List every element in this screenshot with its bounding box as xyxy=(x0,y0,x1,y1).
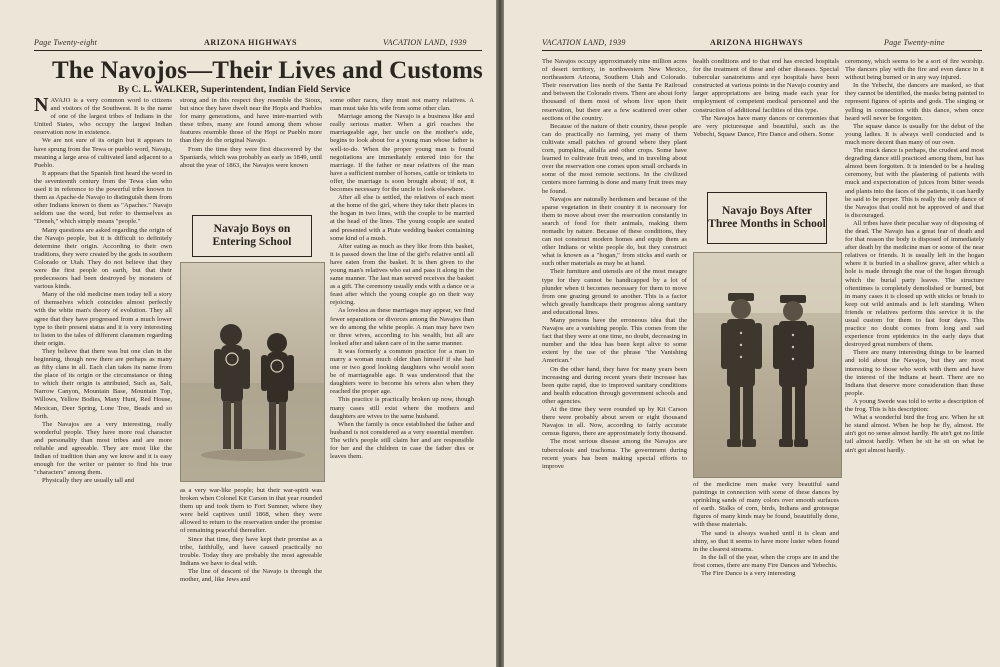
paragraph: After eating as much as they like from this basket, it is passed down the line of the girl's relative until all have eaten from the basket. It is then given to the young man's relatives who eat and pass it along in the same manner. The last man served receives the basket as a gift. The ceremony usually ends with a dance or a feast after which the young couple go on their way rejoicing. xyxy=(330,242,474,307)
paragraph: It appears that the Spanish first heard the word in the seventeenth century from the Tewa clan who used it in reference to the powerful tribe known to them as Apache-de Navajo to distinguish them from other Indians known to them as "Apaches." Navajo seldom use the word, but refer to themselves as "Deneh," which simply means "people." xyxy=(34,169,172,226)
paragraph: In the fall of the year, when the crops are in and the frost comes, there are many Fire Dances and Yebechis. xyxy=(693,553,839,569)
paragraph: In the Yebechi, the dancers are masked, so that they cannot be identified, the masks being painted to represent figures of spirits and gods. The singing or yelling in connection with this dance, when once heard will never be forgotten. xyxy=(845,82,984,122)
paragraph: We are not sure of its origin but it appears to have sprung from the Tewa or pueblo word, Navaju, meaning a large area of cultivated land adjacent to a Pueblo. xyxy=(34,137,172,169)
paragraph: The Fire Dance is a very interesting xyxy=(701,570,796,578)
paragraph: There are many interesting things to be learned and told about the Navajos, but they are most interesting to those who work with them and have the interest of the Indians at heart. There are no Indians that deserve more consideration than these people. xyxy=(845,349,984,397)
right-issue-label: VACATION LAND, 1939 xyxy=(542,38,626,47)
left-column-3 xyxy=(330,97,474,657)
left-magazine-name: ARIZONA HIGHWAYS xyxy=(204,38,298,47)
right-column-3 xyxy=(845,58,984,657)
left-page xyxy=(0,0,496,667)
paragraph: as a very war-like people; but their war-spirit was broken when Colonel Kit Carson in that year rounded them up and took them to Fort Sumner, where they were held captives until 1868, when they were allowed to return to the reservation under the promise of remaining peaceful thereafter. xyxy=(180,487,322,535)
paragraph: It was formerly a common practice for a man to marry a woman much older than himself if she had one or two good looking daughters who would soon be of marriageable age. It was understood that the daughters were to become his wives also when they reached the proper age. xyxy=(330,347,474,396)
left-issue-label: VACATION LAND, 1939 xyxy=(383,38,467,47)
paragraph: Many questions are asked regarding the origin of the Navajo people, but it is difficult to definitely determine their origin. According to their own traditions, they were created by the gods in southern Colorado or Utah. They do not believe that they were the first people on earth, but that their predecessors had been destroyed by monsters of various kinds. xyxy=(34,226,172,291)
left-column-2-bottom xyxy=(180,487,322,657)
photo-navajo-boys-after xyxy=(693,252,842,478)
right-page-number: Page Twenty-nine xyxy=(884,38,945,47)
paragraph: The line of descent of the Navajo is through the mother, and, like Jews and xyxy=(180,567,322,584)
paragraph: Since that time, they have kept their promise as a tribe, faithfully, and have caused practically no trouble. Today they are probably the most agreeable Indians we have to deal with. xyxy=(180,535,322,567)
paragraph: All tribes have their peculiar way of disposing of the dead. The Navajo has a great fear of death and for that reason the body is disposed of immediately after death by the medicine man or some of the near relatives or friends. It is usually left in the hogan where it is buried in a shallow grave, after which a hole is made through the rear of the hogan through which the burial party leaves. The structure oftentimes is completely demolished or burned, but in many cases it is closed up with sticks or brush to keep out wild animals and is left standing. When friends or relatives perform this service it is the usual custom for them to fast four days. This practice no doubt comes from long and sad experience from epidemics in the early days that destroyed great numbers of them. xyxy=(845,219,984,349)
paragraph: The Navajos occupy approximately nine million acres of desert territory, in northwestern New Mexico, northeastern Arizona, Southern Utah and Colorado. Their reservation lies north of the Santa Fe Railroad and between the Colorado rivers. There are about forty thousand of them most of whom live upon their reservation, but there are a few scattered over other sections of the country. xyxy=(542,58,687,122)
paragraph: After all else is settled, the relatives of each meet at the home of the girl, where they take their places in the hogan in two lines, with the couple to be married at the head of the lines. The young couple are seated and presented with a Piute wedding basket containing some kind of a mush. xyxy=(330,194,474,242)
paragraph: Physically they are usually tall and xyxy=(42,477,135,485)
paragraph: The Navajos are a very interesting, really wonderful people. They have more real character and personality than most tribes and are more reliable and agreeable. They are most like the Indian of tradition than any we know and it is easy enough for the writer or painter to find his true "characters" among them. xyxy=(34,420,172,477)
photo-caption-box: Navajo Boys After Three Months in School xyxy=(707,192,827,244)
left-page-number: Page Twenty-eight xyxy=(34,38,98,47)
paragraph: The Navajos have many dances or ceremonies that are very picturesque and beautiful, such as the Yebechi, Squaw Dance, Fire Dance and others. Some xyxy=(693,114,839,138)
paragraph: When the family is once established the father and husband is not considered as a very essential member. The wife's people still claim her and are responsible for her and the children in case the father dies or leaves them. xyxy=(330,420,474,461)
paragraph: Because of the nature of their country, these people can do practically no farming, yet many of them cultivate small patches of ground where they plant corn, pumpkins, alfalfa and other crops. Some have learned to cultivate fruit trees, and in traveling about over the reservation one comes upon small orchards in some of the most remote sections. In the civilized centers more farming is done and many fruit trees may be found. xyxy=(542,122,687,195)
drop-cap: N xyxy=(34,97,49,116)
paragraph: The sand is always washed until it is clean and shiny, so that it seems to have more luster when found in the clearest streams. xyxy=(693,529,839,553)
right-column-1 xyxy=(542,58,687,657)
right-page xyxy=(504,0,1000,667)
photo-caption-box: Navajo Boys on Entering School xyxy=(192,215,312,257)
left-header-rule xyxy=(34,50,482,51)
article-byline: By C. L. WALKER, Superintendent, Indian Field Service xyxy=(118,85,351,95)
paragraph: From the time they were first discovered by the Spaniards, which was probably as early as 1849, until about the year of 1863, the Navajos were known xyxy=(180,145,322,169)
paragraph: of the medicine men make very beautiful sand paintings in connection with some of these dances by sprinkling sands of many colors over smooth surfaces of earth. Stalks of corn, birds, Indians and grotesque figures of many kinds may be found, beautifully done, with these materials. xyxy=(693,481,839,529)
paragraph: What a wonderful bird the frog are. When he sit he stand almost. When he hop he fly, almost. He ain't got no sense almost hardly. He ain't got no little tail almost hardly. When he sit he sit on what he ain't got almost hardly. xyxy=(845,414,984,454)
paragraph: strong and in this respect they resemble the Sioux, but since they have dwelt near the Hopis and Pueblos for many generations, and have inter-married with these tribes, many are found among them whose features resemble those of the Hopi or Pueblo more than they do the original Navajo. xyxy=(180,97,322,145)
paragraph: Navajos are naturally herdsmen and because of the sparse vegetation in their country it is necessary for them to move about over the reservation constantly in search of food for their animals, making them nomadic by nature. Because of these conditions, they can not construct modern homes and equip them as other Indians or white people do, but they construct what is known as a "hogan," from sticks and earth or such other materials as may be at hand. xyxy=(542,195,687,268)
article-title: The Navojos—Their Lives and Customs xyxy=(52,57,483,84)
paragraph: some other races, they must not marry relatives. A man must take his wife from some other clan. xyxy=(330,97,474,113)
photo-illustration xyxy=(694,253,841,477)
right-column-2-bottom xyxy=(693,481,839,657)
paragraph: The most serious disease among the Navajos are tuberculosis and trachoma. The government during recent years has been making special efforts to improve xyxy=(542,438,687,470)
paragraph: On the other hand, they have for many years been increasing and during recent years their increase has been quite rapid, due to improved sanitary conditions and health education through government schools and other agencies. xyxy=(542,365,687,405)
paragraph: A young Swede was told to write a description of the frog. This is his description: xyxy=(845,397,984,414)
right-header-rule xyxy=(542,50,982,51)
paragraph: Many of the old medicine men today tell a story of themselves which coincides almost perfectly with the white man's theory of evolution. They all agree that they have progressed from a much lower type to their present status and it is very interesting to listen to the tales of different clansmen regarding their origin. xyxy=(34,291,172,347)
paragraph: health conditions and to that end has erected hospitals for the treatment of these and other diseases. Special tubercular sanatoriums and eye hospitals have been constructed at various points in the Navajo country and larger appropriations are being made each year for employment of competent medical personnel and the construction of additional facilities of this type. xyxy=(693,58,839,114)
paragraph: As loveless as these marriages may appear, we find fewer separations or divorces among the Navajos than we do among the white people. A man may have two or three wives, according to his wealth, but all are looked after and taken care of in the same manner. xyxy=(330,307,474,347)
left-column-1 xyxy=(34,97,172,657)
paragraph: The squaw dance is usually for the debut of the young ladies. It is always well conducted and is much more decent than many of our own. xyxy=(845,122,984,146)
paragraph: ceremony, which seems to be a sort of fire worship. The dancers play with the fire and even dance in it without being burned or in any way injured. xyxy=(845,58,984,82)
paragraph: They believe that there was but one clan in the beginning, though now there are perhaps as many as fifty clans in all. Each clan takes its name from the place of its origin or the circumstance or thing to which their origin is attributed, Such as, Salt, Narrow Canyon, Mountain Base, Mountain Top, Willows, Yellow Bodies, Many Hunt, Red House, Mexican, Deer Spring, Lone Tree, Beads and so forth. xyxy=(34,347,172,420)
photo-illustration xyxy=(181,263,324,481)
photo-navajo-boys-entering xyxy=(180,262,325,482)
spine-gutter xyxy=(496,0,504,667)
paragraph: Marriage among the Navajo is a business like and really serious matter. When a girl reaches the marriageable age, her uncle on the mother's side, begins to look about for a young man whose father is well-to-do. When the proper young man is found negotiations are immediately entered into for the marriage. If the father or near relatives of the man have a sufficient number of horses, cattle or trinkets to offer, the marriage is soon brought about; if not, it becomes necessary for the uncle to look elsewhere. xyxy=(330,113,474,194)
paragraph: The muck dance is perhaps, the crudest and most degrading dance still practiced among them, but has almost been forgotten. It is intended to be a healing ceremony, but with the plastering of patients with muck and expectoration of juices from bitter weeds and plants into the faces of the patients, it can hardly be said to be proper. This is really the only dance of the Navajos that could not be approved of and that is discouraged. xyxy=(845,147,984,219)
paragraph: This practice is practically broken up now, though many cases still exist where the mothers and daughters are wives to the same husband. xyxy=(330,396,474,420)
right-magazine-name: ARIZONA HIGHWAYS xyxy=(710,38,804,47)
paragraph: At the time they were rounded up by Kit Carson there were probably about seven or eight thousand Navajos in all. Now, according to fairly accurate census figures, there are approximately forty thousand. xyxy=(542,406,687,438)
left-column-2-top xyxy=(180,97,322,212)
paragraph: Many persons have the erroneous idea that the Navajos are a vanishing people. This comes from the fact that they were at one time, no doubt, decreasing in number and the idea has been kept alive to some extent by the use of the phrase "the Vanishing American." xyxy=(542,317,687,365)
right-column-2-top xyxy=(693,58,839,188)
paragraph: NAVAJO is a very common word to citizens and visitors of the Southwest. It is the name of one of the largest tribes of Indians in the United States, who occupy the largest Indian reservation now in existence. xyxy=(34,97,172,137)
paragraph: Their furniture and utensils are of the most meagre type for they cannot be handicapped by a lot of plunder when it becomes necessary for them to move from one grazing ground to another. This is a factor which greatly handicaps their progress along sanitary and educational lines. xyxy=(542,268,687,316)
